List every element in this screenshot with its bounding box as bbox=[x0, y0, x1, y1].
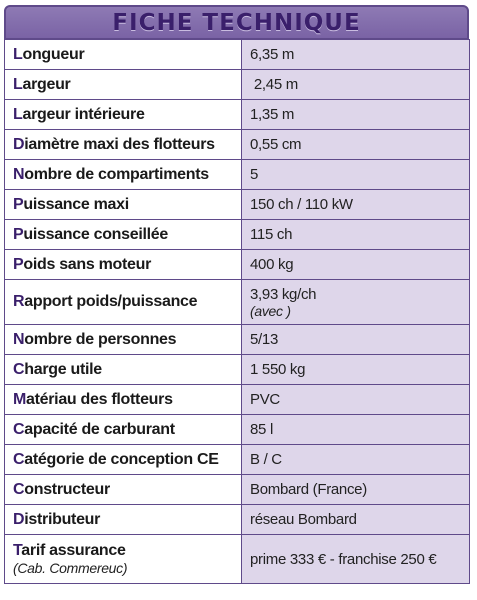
spec-value-cell bbox=[242, 475, 470, 505]
spec-sheet bbox=[4, 5, 469, 595]
spec-label-initial: L bbox=[13, 75, 23, 93]
spec-label-initial: C bbox=[13, 450, 25, 468]
spec-label-text: apacité de carburant bbox=[24, 420, 175, 438]
spec-label-cell bbox=[5, 190, 242, 220]
spec-row bbox=[5, 220, 470, 250]
spec-value-cell bbox=[242, 415, 470, 445]
spec-label-text: onstructeur bbox=[24, 480, 110, 498]
spec-label-subtext: (Cab. Commereuc) bbox=[13, 560, 128, 576]
spec-label-text: oids sans moteur bbox=[23, 255, 152, 273]
spec-label-initial: C bbox=[13, 480, 25, 498]
spec-row bbox=[5, 535, 470, 584]
spec-label-cell bbox=[5, 220, 242, 250]
spec-row bbox=[5, 445, 470, 475]
spec-label-cell bbox=[5, 280, 242, 325]
spec-label-text: argeur intérieure bbox=[22, 105, 145, 123]
spec-value-cell bbox=[242, 130, 470, 160]
spec-table bbox=[4, 39, 470, 584]
spec-label-cell bbox=[5, 415, 242, 445]
spec-label-text: uissance conseillée bbox=[23, 225, 168, 243]
spec-value-text: 150 ch / 110 kW bbox=[250, 196, 353, 213]
spec-label-initial: P bbox=[13, 255, 24, 273]
spec-label-initial: C bbox=[13, 360, 25, 378]
spec-header bbox=[4, 5, 469, 39]
spec-label-initial: D bbox=[13, 510, 25, 528]
spec-label-initial: N bbox=[13, 165, 25, 183]
spec-label-initial: P bbox=[13, 195, 24, 213]
spec-row bbox=[5, 355, 470, 385]
spec-row bbox=[5, 160, 470, 190]
spec-value-text: Bombard (France) bbox=[250, 481, 367, 498]
spec-label-cell bbox=[5, 160, 242, 190]
spec-label-text: ombre de personnes bbox=[24, 330, 177, 348]
spec-value-cell bbox=[242, 325, 470, 355]
spec-row bbox=[5, 475, 470, 505]
spec-value-text: 5/13 bbox=[250, 331, 278, 348]
spec-value-text: 2,45 m bbox=[250, 76, 298, 93]
spec-label-initial: L bbox=[13, 105, 23, 123]
spec-label-cell bbox=[5, 355, 242, 385]
spec-value-cell bbox=[242, 355, 470, 385]
spec-label-initial: L bbox=[13, 45, 23, 63]
spec-label-text: istributeur bbox=[24, 510, 101, 528]
spec-label-text: apport poids/puissance bbox=[24, 293, 198, 310]
spec-value-text: B / C bbox=[250, 451, 282, 468]
spec-row bbox=[5, 100, 470, 130]
spec-label-text: ongueur bbox=[22, 45, 85, 63]
spec-label-initial: M bbox=[13, 390, 27, 408]
spec-value-cell bbox=[242, 70, 470, 100]
spec-row bbox=[5, 190, 470, 220]
spec-value-text: 1,35 m bbox=[250, 106, 295, 123]
spec-label-text: uissance maxi bbox=[23, 195, 129, 213]
spec-label-cell bbox=[5, 250, 242, 280]
spec-label-initial: R bbox=[13, 293, 25, 310]
spec-value-cell bbox=[242, 190, 470, 220]
spec-label-text: atériau des flotteurs bbox=[26, 390, 173, 408]
spec-row bbox=[5, 415, 470, 445]
spec-value-text: 0,55 cm bbox=[250, 136, 302, 153]
spec-value-cell bbox=[242, 385, 470, 415]
spec-value-text: 115 ch bbox=[250, 226, 293, 243]
spec-label-initial: C bbox=[13, 420, 25, 438]
spec-row bbox=[5, 250, 470, 280]
spec-value-cell bbox=[242, 40, 470, 70]
spec-row bbox=[5, 40, 470, 70]
spec-label-cell bbox=[5, 40, 242, 70]
spec-value-cell bbox=[242, 505, 470, 535]
spec-label-initial: T bbox=[13, 542, 22, 559]
spec-row bbox=[5, 280, 470, 325]
spec-value-cell bbox=[242, 535, 470, 584]
spec-label-initial: N bbox=[13, 330, 25, 348]
spec-value-text: prime 333 € - franchise 250 € bbox=[250, 550, 437, 568]
spec-label-cell bbox=[5, 445, 242, 475]
spec-value-text: PVC bbox=[250, 391, 280, 408]
spec-value-text: réseau Bombard bbox=[250, 511, 357, 528]
spec-row bbox=[5, 130, 470, 160]
spec-label-text: argeur bbox=[22, 75, 71, 93]
spec-label-text: atégorie de conception CE bbox=[24, 450, 219, 468]
spec-value-text: 1 550 kg bbox=[250, 361, 306, 378]
spec-title: FICHE TECHNIQUE bbox=[112, 9, 361, 36]
spec-label-text: arif assurance bbox=[21, 542, 126, 559]
spec-row bbox=[5, 505, 470, 535]
spec-label-text: iamètre maxi des flotteurs bbox=[24, 135, 215, 153]
spec-row bbox=[5, 385, 470, 415]
spec-value-cell bbox=[242, 280, 470, 325]
spec-label-cell bbox=[5, 325, 242, 355]
spec-row bbox=[5, 70, 470, 100]
spec-value-cell bbox=[242, 160, 470, 190]
spec-label-cell bbox=[5, 475, 242, 505]
spec-label-text: harge utile bbox=[24, 360, 102, 378]
spec-value-text: 400 kg bbox=[250, 256, 294, 273]
spec-value-cell bbox=[242, 250, 470, 280]
spec-label-initial: P bbox=[13, 225, 24, 243]
spec-row bbox=[5, 325, 470, 355]
spec-value-cell bbox=[242, 100, 470, 130]
spec-label-cell bbox=[5, 505, 242, 535]
spec-value-cell bbox=[242, 220, 470, 250]
spec-label-initial: D bbox=[13, 135, 25, 153]
spec-value-cell bbox=[242, 445, 470, 475]
spec-value-subtext: (avec ) bbox=[250, 302, 291, 319]
spec-label-cell bbox=[5, 100, 242, 130]
spec-label-text: ombre de compartiments bbox=[24, 165, 209, 183]
spec-label-cell bbox=[5, 70, 242, 100]
spec-value-text: 85 l bbox=[250, 421, 273, 438]
spec-label-cell bbox=[5, 130, 242, 160]
spec-value-text: 5 bbox=[250, 166, 259, 183]
spec-label-cell bbox=[5, 535, 242, 584]
spec-label-cell bbox=[5, 385, 242, 415]
spec-value-text: 3,93 kg/ch bbox=[250, 285, 317, 303]
spec-value-text: 6,35 m bbox=[250, 46, 295, 63]
